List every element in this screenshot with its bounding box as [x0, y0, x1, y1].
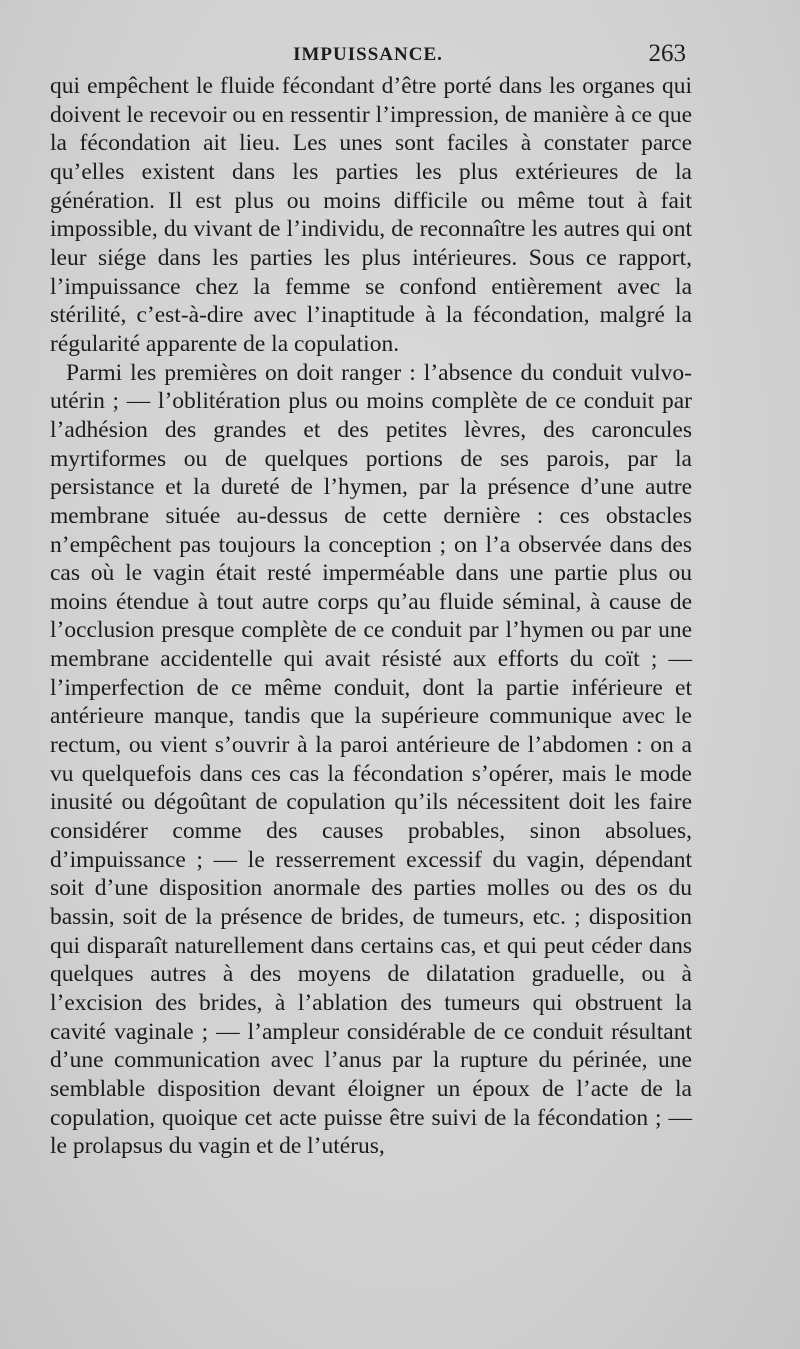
paragraph-2: Parmi les premières on doit ranger : l’absence du conduit vulvo-utérin ; — l’oblitération plus ou moins complète de ce conduit par l’adhésion des grandes et des petites lèvres, des caroncules myrtiformes ou de quelques portions de ses parois, par la persistance et la dureté de l’hymen, par la présence d’une autre membrane située au-dessus de cette dernière : ces obstacles n’empêchent pas toujours la conception ; on l’a observée dans des cas où le vagin était resté imperméable dans une partie plus ou moins étendue à tout autre corps qu’au fluide séminal, à cause de l’occlusion presque complète de ce conduit par l’hymen ou par une membrane accidentelle qui avait résisté aux efforts du coït ; — l’imperfection de ce même conduit, dont la partie inférieure et antérieure manque, tandis que la supérieure communique avec le rectum, ou vient s’ouvrir à la paroi antérieure de l’abdomen : on a vu quelquefois dans ces cas la fécondation s’opérer, mais le mode inusité ou dégoûtant de copulation qu’ils nécessitent doit les faire considérer comme des causes probables, sinon absolues, d’impuissance ; — le resserrement excessif du vagin, dépendant soit d’une disposition anormale des parties molles ou des os du bassin, soit de la présence de brides, de tumeurs, etc. ; disposition qui disparaît naturellement dans certains cas, et qui peut céder dans quelques autres à des moyens de dilatation graduelle, ou à l’excision des brides, à l’ablation des tumeurs qui obstruent la cavité vaginale ; — l’ampleur considérable de ce conduit résultant d’une communication avec l’anus par la rupture du périnée, une semblable disposition devant éloigner un époux de l’acte de la copulation, quoique cet acte puisse être suivi de la fécondation ; — le prolapsus du vagin et de l’utérus, [50, 359, 692, 1160]
page-number: 263 [648, 40, 686, 67]
running-header [50, 40, 686, 74]
paragraph-1: qui empêchent le fluide fécondant d’être porté dans les organes qui doivent le recevoir ou en ressentir l’impression, de manière à ce que la fécondation ait lieu. Les unes sont faciles à constater parce qu’elles existent dans les parties les plus extérieures de la génération. Il est plus ou moins difficile ou même tout à fait impossible, du vivant de l’individu, de reconnaître les autres qui ont leur siége dans les parties les plus intérieures. Sous ce rapport, l’impuissance chez la femme se confond entièrement avec la stérilité, c’est-à-dire avec l’inaptitude à la fécondation, malgré la régularité apparente de la copulation. [50, 73, 692, 357]
body-text [50, 72, 692, 1161]
running-title: IMPUISSANCE. [293, 44, 443, 65]
